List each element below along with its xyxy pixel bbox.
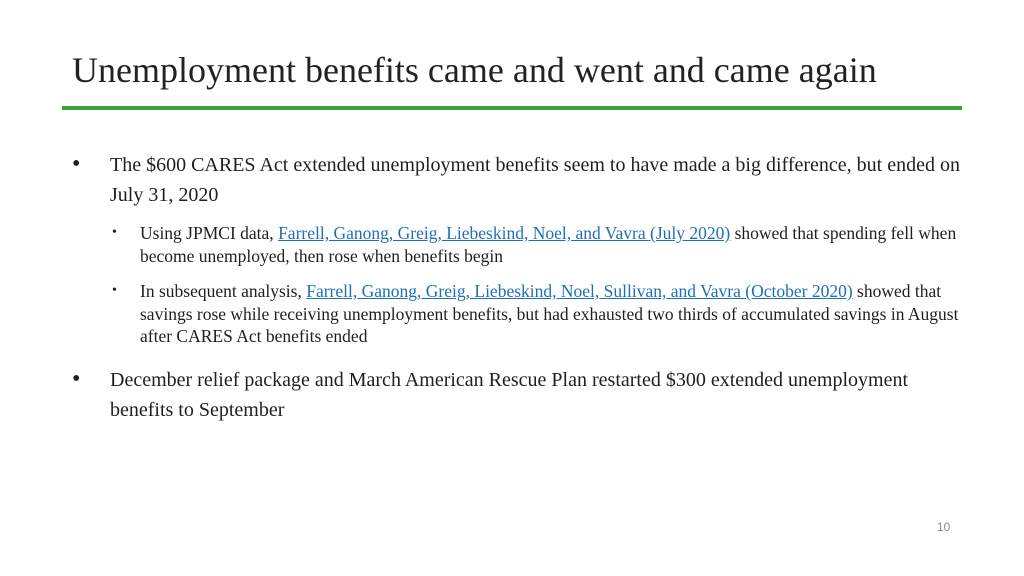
sub-bullet-jpmci [72, 222, 962, 267]
bullet-text: December relief package and March American Rescue Plan restarted $300 extended unemployment benefits to September [110, 368, 909, 421]
title-divider [62, 106, 962, 110]
bullet-marker: • [72, 365, 81, 392]
paper-link-october-2020[interactable]: Farrell, Ganong, Greig, Liebeskind, Noel, Sullivan, and Vavra (October 2020) [306, 281, 853, 301]
sub-bullet-prefix: In subsequent analysis, [140, 281, 307, 301]
page-number: 10 [937, 520, 951, 534]
bullet-relief-package [72, 365, 962, 425]
bullet-list [72, 150, 962, 425]
sub-bullet-suffix: showed that spending fell when become unemployed, then rose when benefits begin [140, 223, 957, 266]
bullet-cares-act [72, 150, 962, 210]
slide-title: Unemployment benefits came and went and came again [72, 50, 877, 90]
sub-bullet-subsequent-analysis [72, 280, 962, 348]
sub-bullet-suffix: showed that savings rose while receiving unemployment benefits, but had exhausted two thirds of accumulated savings in August after CARES Act benefits ended [140, 281, 959, 346]
sub-bullet-prefix: Using JPMCI data, [140, 223, 279, 243]
sub-bullet-marker: • [112, 225, 117, 240]
bullet-text: The $600 CARES Act extended unemployment benefits seem to have made a big difference, but ended on July 31, 2020 [110, 154, 960, 206]
bullet-marker: • [72, 151, 81, 177]
paper-link-july-2020[interactable]: Farrell, Ganong, Greig, Liebeskind, Noel, and Vavra (July 2020) [278, 223, 731, 243]
sub-bullet-marker: • [112, 283, 117, 298]
